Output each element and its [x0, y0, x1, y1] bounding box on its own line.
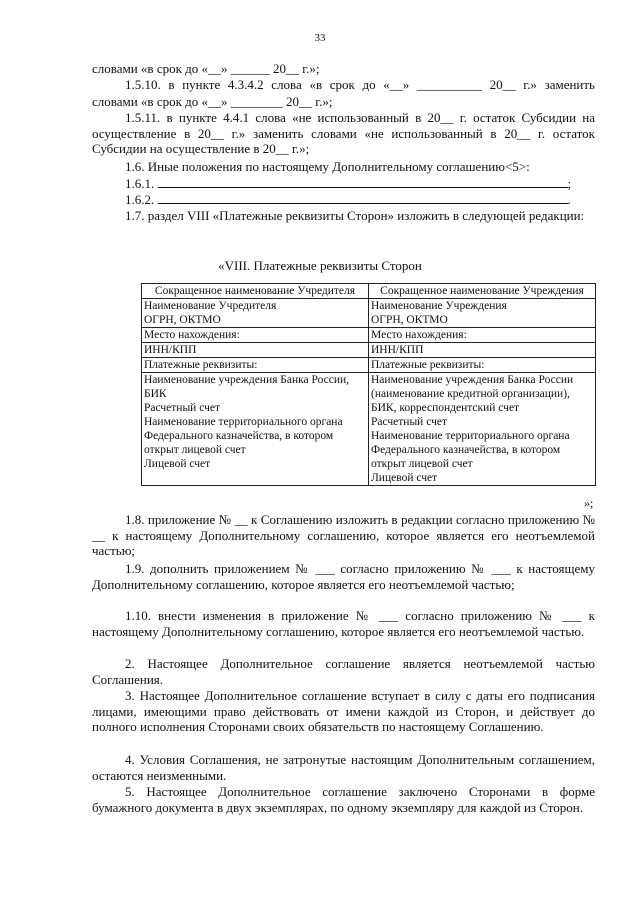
cell-institution-name: Наименование Учреждения ОГРН, ОКТМО [369, 299, 596, 328]
paragraph-2: 2. Настоящее Дополнительное соглашение является неотъемлемой частью Соглашения. [92, 656, 595, 687]
header-institution: Сокращенное наименование Учреждения [369, 284, 596, 299]
paragraph-1-9: 1.9. дополнить приложением № ___ согласно приложению № ___ к настоящему Дополнительному соглашению, которое является его неотъемлемой частью; [92, 561, 595, 592]
paragraph-1-7: 1.7. раздел VIII «Платежные реквизиты Сторон» изложить в следующей редакции: [125, 208, 585, 223]
header-founder: Сокращенное наименование Учредителя [142, 284, 369, 299]
section-title: «VIII. Платежные реквизиты Сторон [218, 258, 422, 273]
paragraph-3: 3. Настоящее Дополнительное соглашение вступает в силу с даты его подписания лицами, имеющими право действовать от имени каждой из Сторон, и действует до полного исполнения Сторонами своих обязательств по настоящему Соглашению. [92, 688, 595, 734]
item-1-6-2-label: 1.6.2. [125, 192, 155, 207]
table-row [142, 343, 596, 358]
blank-line [158, 187, 568, 188]
paragraph-1-6: 1.6. Иные положения по настоящему Дополнительному соглашению<5>: [125, 159, 530, 174]
table-row [142, 299, 596, 328]
paragraph-4: 4. Условия Соглашения, не затронутые настоящим Дополнительным соглашением, остаются неизменными. [92, 752, 595, 783]
paragraph-1-6-2 [92, 192, 595, 208]
cell-institution-bank-details: Наименование учреждения Банка России (наименование кредитной организации), БИК, корреспондентский счет Расчетный счет Наименование территориального органа Федерального казначейства, в котором открыт лицевой счет Лицевой счет [369, 373, 596, 486]
paragraph-1-5-10-line2: словами «в срок до «__» ________ 20__ г.»; [92, 94, 333, 109]
cell-institution-inn: ИНН/КПП [369, 343, 596, 358]
paragraph-5: 5. Настоящее Дополнительное соглашение заключено Сторонами в форме бумажного документа в двух экземплярах, по одному экземпляру для каждой из Сторон. [92, 784, 595, 815]
page-number: 33 [314, 32, 326, 44]
cell-institution-location: Место нахождения: [369, 328, 596, 343]
paragraph-1-5-11: 1.5.11. в пункте 4.4.1 слова «не использованный в 20__ г. остаток Субсидии на осуществление в 20__ г.» заменить словами «не использованный в 20__ г. остаток Субсидии на осуществление в 20__ г.»; [92, 110, 595, 156]
table-header-row [142, 284, 596, 299]
cell-institution-payment-label: Платежные реквизиты: [369, 358, 596, 373]
table-row [142, 328, 596, 343]
item-1-6-1-label: 1.6.1. [125, 176, 155, 191]
paragraph-1-8: 1.8. приложение № __ к Соглашению изложить в редакции согласно приложению № __ к настоящему Дополнительному соглашению, которое является его неотъемлемой частью; [92, 512, 595, 558]
table-row [142, 373, 596, 486]
closing-quote: »; [584, 496, 594, 510]
payment-details-table [141, 283, 596, 486]
paragraph-1-6-1 [92, 176, 595, 192]
paragraph-1-5-10-line1: 1.5.10. в пункте 4.3.4.2 слова «в срок до «__» __________ 20__ г.» заменить [125, 77, 595, 92]
item-1-6-1-end: ; [567, 176, 572, 191]
paragraph-1-10: 1.10. внести изменения в приложение № ___ согласно приложению № ___ к настоящему Дополнительному соглашению, которое является его неотъемлемой частью. [92, 608, 595, 639]
table-row [142, 358, 596, 373]
cell-founder-name: Наименование Учредителя ОГРН, ОКТМО [142, 299, 369, 328]
cell-founder-bank-details: Наименование учреждения Банка России, БИК Расчетный счет Наименование территориального органа Федерального казначейства, в котором открыт лицевой счет Лицевой счет [142, 373, 369, 486]
item-1-6-2-end: . [567, 192, 571, 207]
cell-founder-inn: ИНН/КПП [142, 343, 369, 358]
paragraph-top-continuation: словами «в срок до «__» ______ 20__ г.»; [92, 61, 320, 76]
blank-line [158, 203, 568, 204]
cell-founder-payment-label: Платежные реквизиты: [142, 358, 369, 373]
cell-founder-location: Место нахождения: [142, 328, 369, 343]
